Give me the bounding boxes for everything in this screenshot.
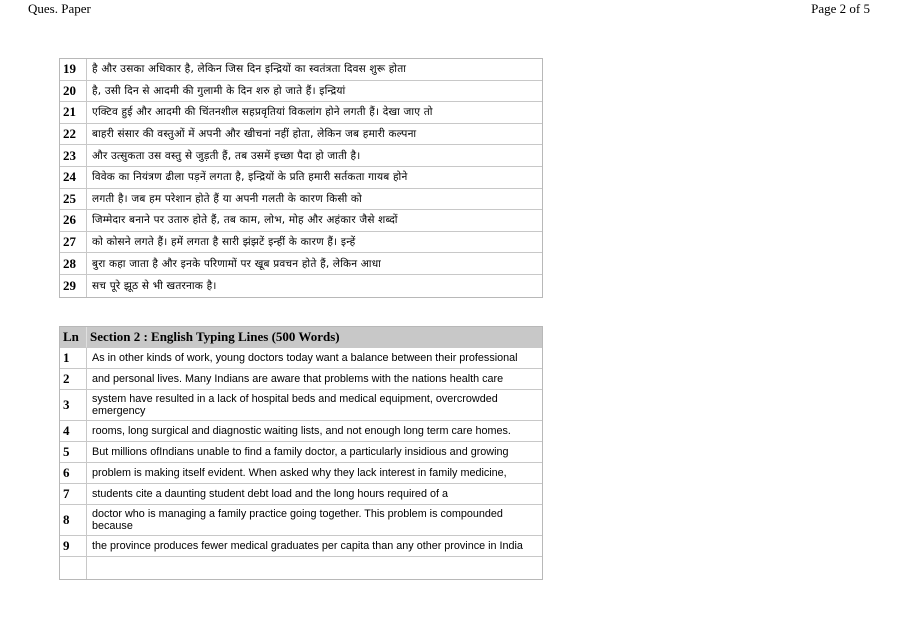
section-title: Section 2 : English Typing Lines (500 Words): [87, 327, 542, 348]
line-number: 23: [60, 145, 87, 167]
line-number-header: Ln: [60, 327, 87, 348]
table-row: [60, 369, 542, 390]
line-text: students cite a daunting student debt load and the long hours required of a: [87, 484, 542, 505]
line-number: 21: [60, 102, 87, 124]
line-text: और उत्सुकता उस वस्तु से जुड़ती हैं, तब उसमें इच्छा पैदा हो जाती है।: [87, 145, 542, 167]
line-text: As in other kinds of work, young doctors today want a balance between their professional: [87, 348, 542, 369]
line-text: जिम्मेदार बनाने पर उतारु होते हैं, तब काम, लोभ, मोह और अहंकार जैसे शब्दों: [87, 210, 542, 232]
table-row: [60, 124, 542, 146]
table-row: [60, 102, 542, 124]
line-number: 2: [60, 369, 87, 390]
line-number: 1: [60, 348, 87, 369]
line-text: doctor who is managing a family practice going together. This problem is compounded because: [87, 505, 542, 536]
table-row: [60, 189, 542, 211]
page-number: Page 2 of 5: [811, 1, 870, 16]
table-row: [60, 167, 542, 189]
line-text: system have resulted in a lack of hospital beds and medical equipment, overcrowded emergency: [87, 390, 542, 421]
line-number: 20: [60, 81, 87, 103]
line-text: सच पूरे झूठ से भी खतरनाक है।: [92, 279, 217, 292]
table-row: [60, 463, 542, 484]
line-text: the province produces fewer medical graduates per capita than any other province in India: [87, 536, 542, 557]
line-number: 9: [60, 536, 87, 557]
line-text: problem is making itself evident. When asked why they lack interest in family medicine,: [87, 463, 542, 484]
table-row: [60, 442, 542, 463]
line-number: 3: [60, 390, 87, 421]
table-row: [60, 59, 542, 81]
line-text: and personal lives. Many Indians are aware that problems with the nations health care: [87, 369, 542, 390]
line-number: 25: [60, 189, 87, 211]
table-row: [60, 390, 542, 421]
line-text: है, उसी दिन से आदमी की गुलामी के दिन शरु हो जाते हैं। इन्द्रियां: [87, 81, 542, 103]
line-number: 19: [60, 59, 87, 81]
line-text: एक्टिव हुई और आदमी की चिंतनशील सहप्रवृतियां विकलांग होने लगती हैं। देखा जाए तो: [87, 102, 542, 124]
line-number: 26: [60, 210, 87, 232]
line-number: 8: [60, 505, 87, 536]
line-number: 27: [60, 232, 87, 254]
line-number: 24: [60, 167, 87, 189]
line-text: rooms, long surgical and diagnostic waiting lists, and not enough long term care homes.: [87, 421, 542, 442]
empty-cell: [87, 557, 542, 579]
empty-cell: [60, 557, 87, 579]
line-number: 6: [60, 463, 87, 484]
line-text: विवेक का नियंत्रण ढीला पड़नें लगता है, इन्द्रियों के प्रति हमारी सर्तकता गायब होने: [87, 167, 542, 189]
line-text: लगती है। जब हम परेशान होते हैं या अपनी गलती के कारण किसी को: [87, 189, 542, 211]
line-number: 29: [60, 275, 87, 297]
table-row: [60, 145, 542, 167]
line-text: But millions ofIndians unable to find a family doctor, a particularly insidious and growing: [87, 442, 542, 463]
empty-row: [60, 557, 542, 579]
table-row: [60, 536, 542, 557]
line-text: बाहरी संसार की वस्तुओं में अपनी और खीचनां नहीं होता, लेकिन जब हमारी कल्पना: [87, 124, 542, 146]
line-number: 28: [60, 253, 87, 275]
line-text: है और उसका अधिकार है, लेकिन जिस दिन इन्द्रियों का स्वतंत्रता दिवस शुरू होता: [87, 59, 542, 81]
hindi-lines-table: [59, 58, 543, 298]
table-row: [60, 275, 542, 297]
line-number: 22: [60, 124, 87, 146]
table-row: [60, 210, 542, 232]
line-number: 4: [60, 421, 87, 442]
table-row: [60, 81, 542, 103]
line-number: 7: [60, 484, 87, 505]
english-header-row: [60, 327, 542, 348]
table-row: [60, 421, 542, 442]
line-text: को कोसने लगते हैं। हमें लगता है सारी झंझटें इन्हीं के कारण हैं। इन्हें: [87, 232, 542, 254]
table-row: [60, 232, 542, 254]
table-row: [60, 348, 542, 369]
line-text: बुरा कहा जाता है और इनके परिणामों पर खूब प्रवचन होते हैं, लेकिन आधा: [87, 253, 542, 275]
line-number: 5: [60, 442, 87, 463]
english-lines-table: [59, 326, 543, 580]
document-title: Ques. Paper: [28, 1, 91, 16]
table-row: [60, 253, 542, 275]
table-row: [60, 484, 542, 505]
table-row: [60, 505, 542, 536]
